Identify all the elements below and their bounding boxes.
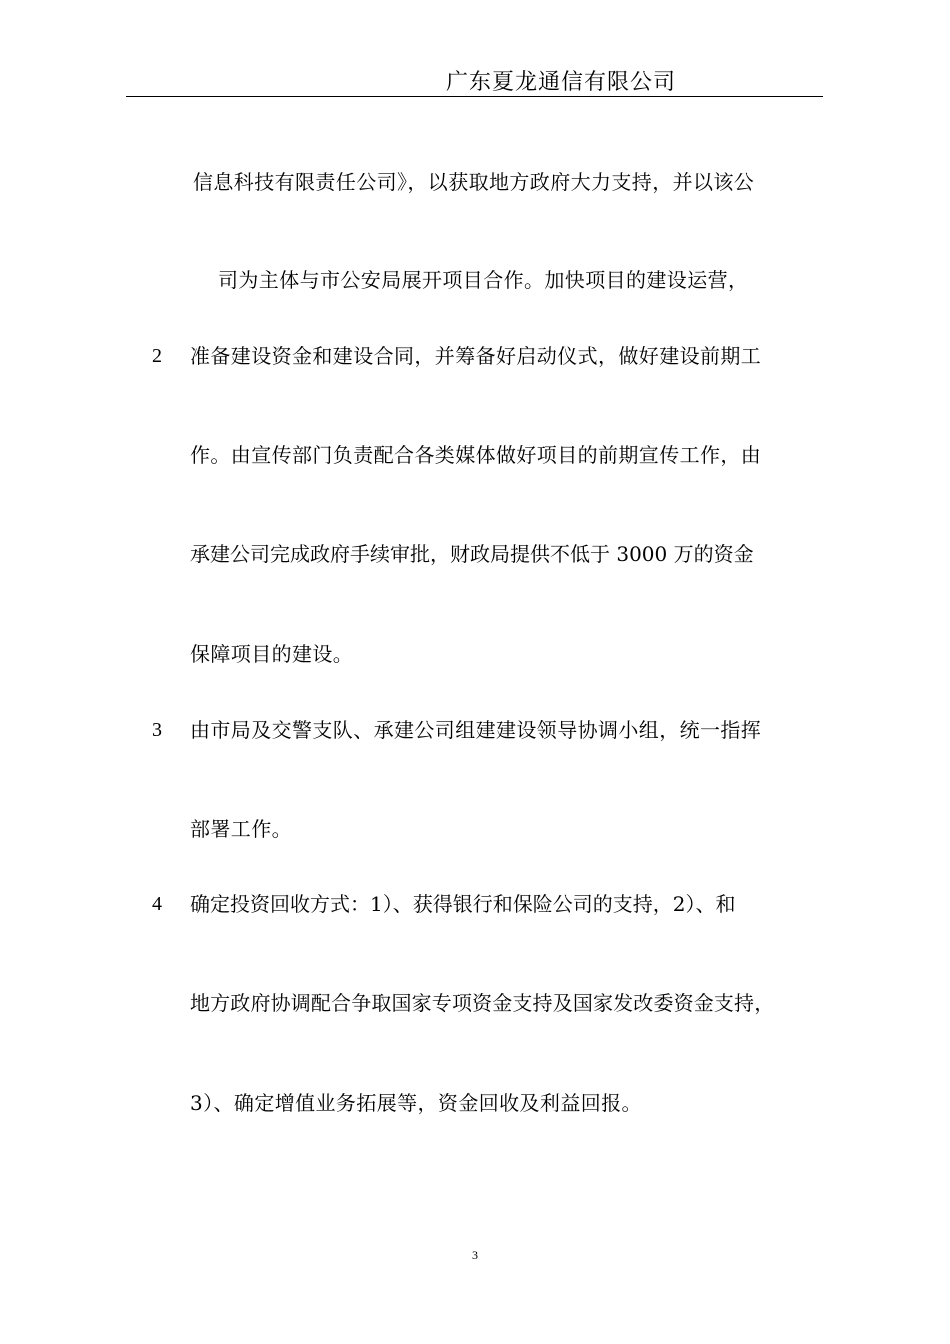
- body-line: 信息科技有限责任公司》，以获取地方政府大力支持，并以该公: [193, 170, 755, 194]
- body-line: 3）、确定增值业务拓展等，资金回收及利益回报。: [190, 1091, 642, 1115]
- body-line: 承建公司完成政府手续审批，财政局提供不低于 3000 万的资金: [190, 542, 754, 566]
- list-item-number: 2: [152, 345, 162, 367]
- body-line: 司为主体与市公安局展开项目合作。加快项目的建设运营，: [218, 268, 749, 292]
- body-line: 部署工作。: [190, 817, 292, 841]
- body-line: 保障项目的建设。: [190, 642, 354, 666]
- list-item-number: 4: [152, 893, 162, 915]
- body-line: 确定投资回收方式：1）、获得银行和保险公司的支持，2）、和: [190, 892, 736, 916]
- page-number: 3: [472, 1248, 478, 1262]
- body-line: 地方政府协调配合争取国家专项资金支持及国家发改委资金支持，: [190, 991, 775, 1015]
- body-line: 作。由宣传部门负责配合各类媒体做好项目的前期宣传工作，由: [190, 443, 762, 467]
- body-line: 由市局及交警支队、承建公司组建建设领导协调小组，统一指挥: [190, 718, 762, 742]
- header-company-name: 广东夏龙通信有限公司: [446, 70, 677, 95]
- body-line: 准备建设资金和建设合同，并筹备好启动仪式，做好建设前期工: [190, 344, 762, 368]
- list-item-number: 3: [152, 719, 162, 741]
- header-divider: [126, 96, 823, 97]
